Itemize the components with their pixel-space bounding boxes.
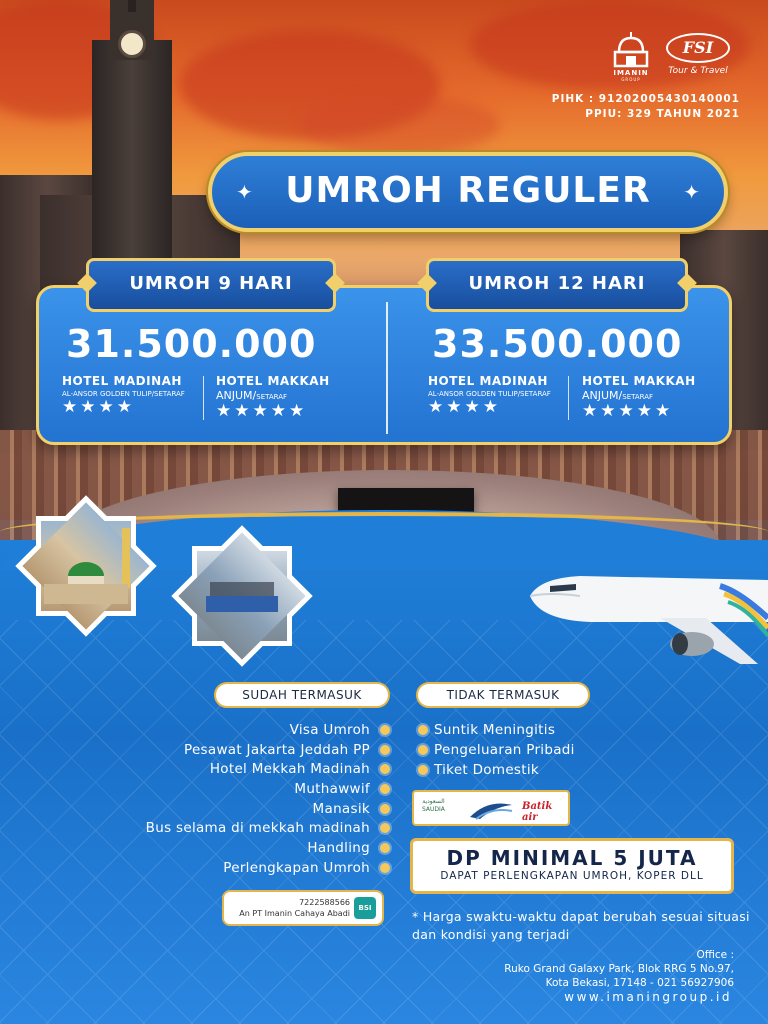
airline-logos bbox=[412, 790, 570, 826]
mosque-logo-icon bbox=[611, 30, 651, 68]
price-disclaimer: * Harga swaktu-waktu dapat berubah sesuai situasi dan kondisi yang terjadi bbox=[412, 909, 750, 942]
list-item: Perlengkapan Umroh bbox=[80, 858, 390, 878]
dp-minimum-box bbox=[410, 838, 734, 894]
imanin-logo-subtext: GROUP bbox=[621, 77, 641, 82]
hotel-makkah-stars: ★★★★★ bbox=[582, 401, 674, 421]
clock-tower-spire bbox=[128, 0, 136, 12]
cloud-decoration bbox=[300, 95, 500, 155]
account-name: An PT Imanin Cahaya Abadi bbox=[239, 909, 350, 918]
bullet-icon bbox=[380, 863, 390, 873]
bullet-icon bbox=[380, 725, 390, 735]
hotel-madinah-12-hari bbox=[428, 374, 568, 416]
bullet-icon bbox=[418, 745, 428, 755]
imanin-logo-text: IMANIN bbox=[613, 69, 649, 77]
list-item: Tiket Domestik bbox=[418, 760, 618, 780]
package-label: UMROH 12 HARI bbox=[468, 273, 646, 294]
pihk-number: PIHK : 91202005430140001 bbox=[551, 93, 740, 105]
price-9-hari: 31.500.000 bbox=[66, 322, 317, 366]
bullet-icon bbox=[380, 784, 390, 794]
includes-list bbox=[80, 720, 390, 878]
photo-nabawi-mosque bbox=[14, 494, 158, 638]
list-item: Muthawwif bbox=[80, 779, 390, 799]
package-tab-9-hari bbox=[86, 258, 336, 312]
office-line-2: Kota Bekasi, 17148 - 021 56927906 bbox=[545, 977, 734, 989]
batik-air-logo: Batik air bbox=[522, 801, 553, 823]
bullet-icon bbox=[380, 823, 390, 833]
hotel-madinah-stars: ★★★★ bbox=[62, 397, 135, 417]
bullet-icon bbox=[418, 725, 428, 735]
package-divider bbox=[386, 302, 388, 434]
bank-account-info bbox=[239, 897, 350, 919]
list-item: Hotel Mekkah Madinah bbox=[80, 759, 390, 779]
hotel-makkah-suffix: SETARAF bbox=[622, 393, 654, 401]
account-number: 7222588566 bbox=[299, 898, 350, 907]
hotel-madinah-heading: HOTEL MADINAH bbox=[62, 374, 182, 388]
dp-headline: DP MINIMAL 5 JUTA bbox=[446, 846, 698, 870]
hotel-makkah-name: ANJUM/ bbox=[582, 389, 623, 402]
office-label: Office : bbox=[696, 949, 734, 961]
price-12-hari: 33.500.000 bbox=[432, 322, 683, 366]
bullet-icon bbox=[380, 804, 390, 814]
photo-jamaah-group bbox=[170, 524, 314, 668]
page-title: UMROH REGULER bbox=[285, 170, 651, 211]
hotel-makkah-suffix: SETARAF bbox=[256, 393, 288, 401]
hotel-madinah-stars: ★★★★ bbox=[428, 397, 501, 417]
hotel-makkah-9-hari bbox=[216, 374, 356, 420]
office-address bbox=[434, 948, 734, 990]
package-tab-12-hari bbox=[426, 258, 688, 312]
hotel-makkah-heading: HOTEL MAKKAH bbox=[216, 374, 330, 388]
fsi-logo bbox=[662, 33, 734, 83]
hotel-madinah-name: AL-ANSOR GOLDEN TULIP/SETARAF bbox=[428, 390, 551, 398]
saudia-logo: السعودية SAUDIA bbox=[422, 798, 445, 813]
group-banner-icon bbox=[170, 524, 314, 668]
list-item: Manasik bbox=[80, 799, 390, 819]
website-link[interactable]: www.imaningroup.id bbox=[564, 990, 732, 1004]
green-dome-icon bbox=[14, 494, 158, 638]
includes-label: SUDAH TERMASUK bbox=[214, 682, 390, 708]
dp-subtext: DAPAT PERLENGKAPAN UMROH, KOPER DLL bbox=[440, 870, 704, 882]
clock-face-icon bbox=[118, 30, 146, 58]
list-item: Visa Umroh bbox=[80, 720, 390, 740]
hotel-madinah-name: AL-ANSOR GOLDEN TULIP/SETARAF bbox=[62, 390, 185, 398]
airline-wing-icon bbox=[468, 797, 514, 821]
hotel-makkah-name: ANJUM/ bbox=[216, 389, 257, 402]
license-info bbox=[552, 92, 740, 122]
list-item: Suntik Meningitis bbox=[418, 720, 618, 740]
hotel-makkah-heading: HOTEL MAKKAH bbox=[582, 374, 696, 388]
fsi-logo-text: FSI bbox=[666, 33, 730, 63]
excludes-list bbox=[418, 720, 618, 780]
airplane-image bbox=[520, 556, 768, 666]
hotel-madinah-9-hari bbox=[62, 374, 202, 416]
hotel-makkah-stars: ★★★★★ bbox=[216, 401, 308, 421]
bank-account-box bbox=[222, 890, 384, 926]
hotel-madinah-heading: HOTEL MADINAH bbox=[428, 374, 548, 388]
office-line-1: Ruko Grand Galaxy Park, Blok RRG 5 No.97, bbox=[504, 963, 734, 975]
imanin-logo bbox=[608, 30, 654, 88]
bullet-icon bbox=[418, 765, 428, 775]
hotel-divider bbox=[568, 376, 569, 420]
sparkle-icon: ✦ bbox=[236, 180, 253, 204]
list-item: Handling bbox=[80, 838, 390, 858]
bsi-bank-logo: BSI bbox=[354, 897, 376, 919]
excludes-label: TIDAK TERMASUK bbox=[416, 682, 590, 708]
hotel-divider bbox=[203, 376, 204, 420]
list-item: Pesawat Jakarta Jeddah PP bbox=[80, 740, 390, 760]
package-label: UMROH 9 HARI bbox=[129, 273, 293, 294]
list-item: Bus selama di mekkah madinah bbox=[80, 818, 390, 838]
hotel-makkah-12-hari bbox=[582, 374, 722, 420]
fsi-logo-subtext: Tour & Travel bbox=[668, 66, 728, 76]
bullet-icon bbox=[380, 745, 390, 755]
ppiu-number: PPIU: 329 TAHUN 2021 bbox=[585, 108, 740, 120]
bullet-icon bbox=[380, 843, 390, 853]
list-item: Pengeluaran Pribadi bbox=[418, 740, 618, 760]
sparkle-icon: ✦ bbox=[683, 180, 700, 204]
bullet-icon bbox=[380, 764, 390, 774]
title-banner bbox=[208, 152, 728, 232]
